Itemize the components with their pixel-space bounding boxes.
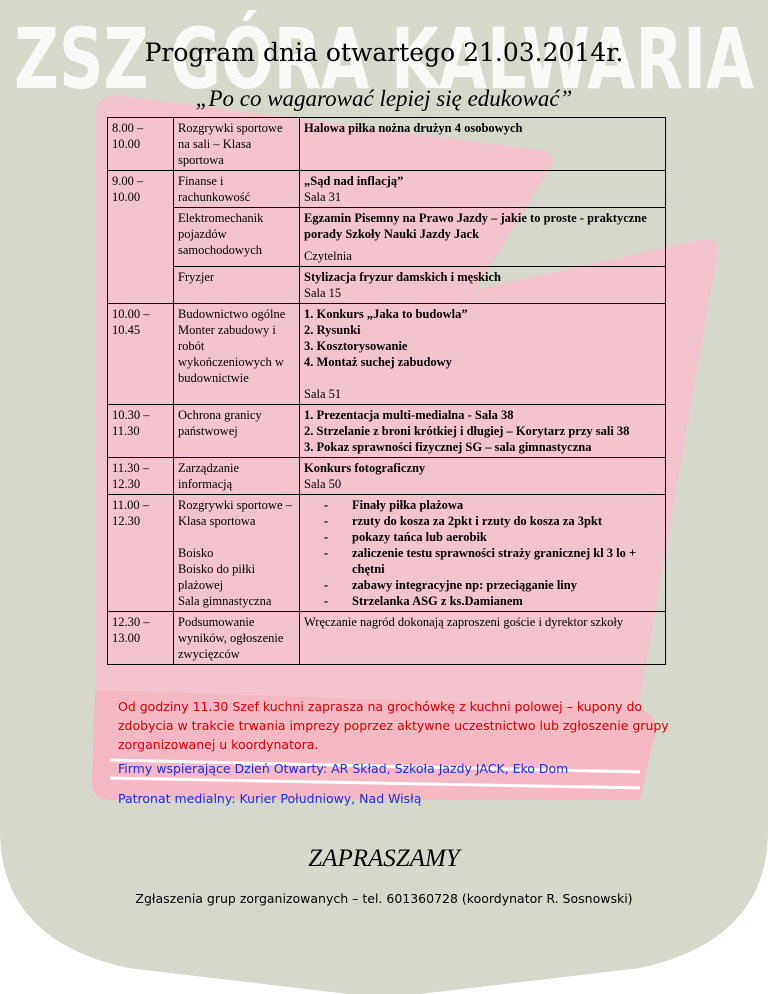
activity-item: 2. Rysunki xyxy=(304,323,361,337)
subject-cell xyxy=(174,495,300,612)
list-item: - pokazy tańca lub aerobik xyxy=(304,529,661,545)
activity-place: Czytelnia xyxy=(304,249,352,263)
activity-item: 1. Prezentacja multi-medialna - Sala 38 xyxy=(304,408,514,422)
table-row xyxy=(108,118,666,171)
contact-line: Zgłaszenia grup zorganizowanych – tel. 601360728 (koordynator R. Sosnowski) xyxy=(135,891,633,906)
activity-cell xyxy=(300,171,666,208)
activity-title: Konkurs fotograficzny xyxy=(304,461,426,475)
sponsors-note: Firmy wspierające Dzień Otwarty: AR Skład, Szkoła Jazdy JACK, Eko Dom xyxy=(118,761,569,776)
list-item: - zaliczenie testu sprawności straży granicznej kl 3 lo + chętni xyxy=(304,545,661,577)
table-row xyxy=(108,458,666,495)
time-cell: 11.00 – 12.30 xyxy=(108,495,174,612)
subject-cell: Rozgrywki sportowe na sali – Klasa sportowa xyxy=(174,118,300,171)
activity-item: 4. Montaż suchej zabudowy xyxy=(304,355,452,369)
list-item: - Finały piłka plażowa xyxy=(304,497,661,513)
table-row xyxy=(108,612,666,665)
activity-place: Sala 51 xyxy=(304,387,342,401)
time-cell: 10.30 – 11.30 xyxy=(108,405,174,458)
crest-watermark-text: ZSZ GÓRA KALWARIA xyxy=(14,10,754,108)
subject-place: Sala gimnastyczna xyxy=(178,594,272,608)
subject-cell: Ochrona granicy państwowej xyxy=(174,405,300,458)
time-cell: 9.00 – 10.00 xyxy=(108,171,174,304)
page-title: Program dnia otwartego 21.03.2014r. xyxy=(144,38,624,67)
subject-cell: Fryzjer xyxy=(174,267,300,304)
activity-place: Sala 50 xyxy=(304,477,342,491)
time-cell: 10.00 – 10.45 xyxy=(108,304,174,405)
table-row xyxy=(108,304,666,405)
subject-place: Boisko do piłki plażowej xyxy=(178,562,256,592)
activity-place: Sala 15 xyxy=(304,286,342,300)
activity-title: Stylizacja fryzur damskich i męskich xyxy=(304,270,501,284)
activity-title: Egzamin Pisemny na Prawo Jazdy – jakie to proste - praktyczne porady Szkoły Nauki Jazdy Jack xyxy=(304,211,647,241)
time-cell: 8.00 – 10.00 xyxy=(108,118,174,171)
subject-cell: Finanse i rachunkowość xyxy=(174,171,300,208)
closing-heading: ZAPRASZAMY xyxy=(308,845,460,872)
activity-cell xyxy=(300,495,666,612)
activity-item: 1. Konkurs „Jaka to budowla” xyxy=(304,307,468,321)
activity-item: 2. Strzelanie z broni krótkiej i długiej – Korytarz przy sali 38 xyxy=(304,424,630,438)
page-subtitle: „Po co wagarować lepiej się edukować” xyxy=(195,86,573,111)
activity-cell xyxy=(300,405,666,458)
time-cell: 11.30 – 12.30 xyxy=(108,458,174,495)
list-item: - rzuty do kosza za 2pkt i rzuty do kosza za 3pkt xyxy=(304,513,661,529)
time-cell: 12.30 – 13.00 xyxy=(108,612,174,665)
table-row xyxy=(108,208,666,267)
activity-cell xyxy=(300,304,666,405)
subject-line: Budownictwo ogólne xyxy=(178,307,286,321)
activity-list xyxy=(304,497,661,609)
activity-cell xyxy=(300,208,666,267)
subject-place: Boisko xyxy=(178,546,214,560)
kitchen-note: Od godziny 11.30 Szef kuchni zaprasza na grochówkę z kuchni polowej – kupony do zdobycia w trakcie trwania imprezy poprzez aktywne uczestnictwo lub zgłoszenie grupy zorganizowanej u koordynatora. xyxy=(118,699,669,752)
table-row xyxy=(108,171,666,208)
subject-cell: Zarządzanie informacją xyxy=(174,458,300,495)
subject-cell: Podsumowanie wyników, ogłoszenie zwycięzców xyxy=(174,612,300,665)
program-table xyxy=(107,117,666,665)
subject-cell: Elektromechanik pojazdów samochodowych xyxy=(174,208,300,267)
activity-cell xyxy=(300,118,666,171)
media-patronage-note: Patronat medialny: Kurier Południowy, Nad Wisłą xyxy=(118,791,422,806)
subject-cell xyxy=(174,304,300,405)
table-row xyxy=(108,405,666,458)
activity-place: Sala 31 xyxy=(304,190,342,204)
activity-item: 3. Kosztorysowanie xyxy=(304,339,408,353)
list-item: - zabawy integracyjne np: przeciąganie liny xyxy=(304,577,661,593)
subject-line: Rozgrywki sportowe – Klasa sportowa xyxy=(178,498,292,528)
activity-title: „Sąd nad inflacją” xyxy=(304,174,404,188)
subject-line: Monter zabudowy i robót wykończeniowych w budownictwie xyxy=(178,323,284,385)
table-row xyxy=(108,267,666,304)
activity-cell xyxy=(300,267,666,304)
list-item: - Strzelanka ASG z ks.Damianem xyxy=(304,593,661,609)
activity-title: Halowa piłka nożna drużyn 4 osobowych xyxy=(304,121,523,135)
activity-cell: Wręczanie nagród dokonają zaproszeni goście i dyrektor szkoły xyxy=(300,612,666,665)
activity-cell xyxy=(300,458,666,495)
activity-item: 3. Pokaz sprawności fizycznej SG – sala gimnastyczna xyxy=(304,440,592,454)
table-row xyxy=(108,495,666,612)
